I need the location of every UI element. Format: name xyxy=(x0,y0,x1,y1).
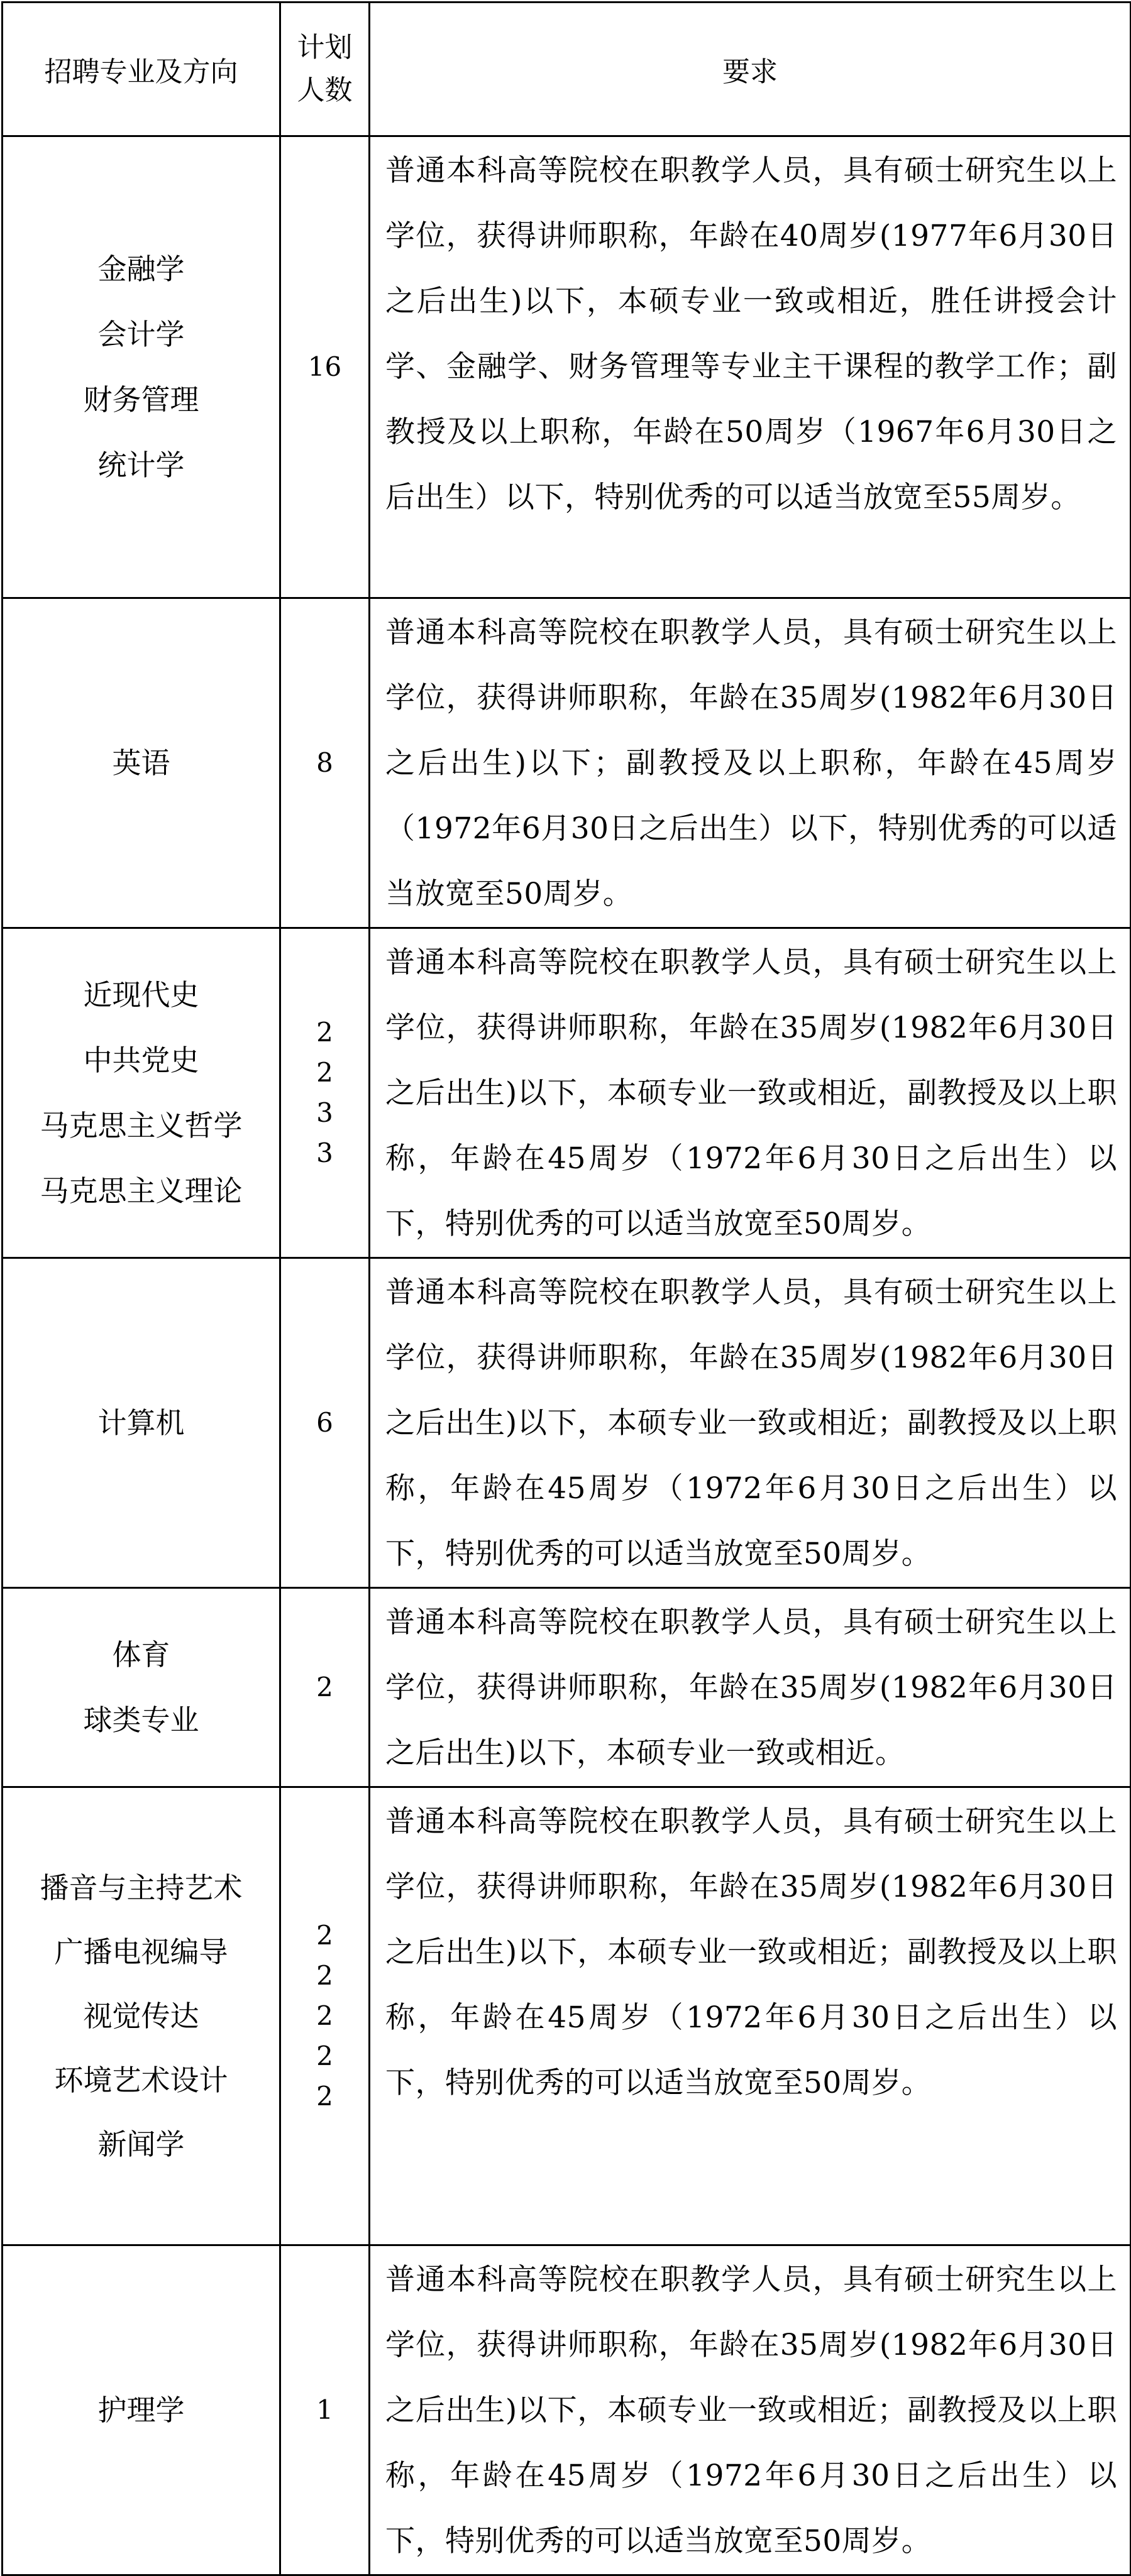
major-name: 近现代史 xyxy=(83,978,199,1012)
major-name: 中共党史 xyxy=(83,1043,199,1077)
header-major: 招聘专业及方向 xyxy=(3,3,280,136)
plan-count: 2 xyxy=(316,2041,333,2071)
major-name: 广播电视编导 xyxy=(54,1935,228,1969)
count-cell xyxy=(280,1258,370,1588)
major-name: 金融学 xyxy=(97,252,185,286)
major-name: 新闻学 xyxy=(97,2127,185,2161)
table-row xyxy=(3,1787,1131,2245)
table-row xyxy=(3,2245,1131,2575)
plan-count: 2 xyxy=(316,1672,333,1702)
major-name: 会计学 xyxy=(97,317,185,351)
major-name: 马克思主义理论 xyxy=(40,1174,243,1208)
requirement-text: 普通本科高等院校在职教学人员，具有硕士研究生以上学位，获得讲师职称，年龄在35周岁(1982年6月30日之后出生)以下，本硕专业一致或相近，副教授及以上职称，年龄在45周岁（1972年6月30日之后出生）以下，特别优秀的可以适当放宽至50周岁。 xyxy=(385,945,1117,1241)
header-count xyxy=(280,3,370,136)
major-name: 英语 xyxy=(112,746,170,780)
major-name: 视觉传达 xyxy=(83,1999,199,2033)
requirement-text: 普通本科高等院校在职教学人员，具有硕士研究生以上学位，获得讲师职称，年龄在40周岁(1977年6月30日之后出生)以下，本硕专业一致或相近，胜任讲授会计学、金融学、财务管理等专业主干课程的教学工作；副教授及以上职称，年龄在50周岁（1967年6月30日之后出生）以下，特别优秀的可以适当放宽至55周岁。 xyxy=(385,153,1117,515)
plan-count: 2 xyxy=(316,1057,333,1088)
major-name: 环境艺术设计 xyxy=(54,2063,228,2097)
requirement-cell xyxy=(370,1258,1131,1588)
plan-count: 2 xyxy=(316,2081,333,2112)
plan-count: 16 xyxy=(307,351,342,382)
count-cell xyxy=(280,1787,370,2245)
requirement-text: 普通本科高等院校在职教学人员，具有硕士研究生以上学位，获得讲师职称，年龄在35周岁(1982年6月30日之后出生)以下，本硕专业一致或相近。 xyxy=(385,1605,1117,1770)
major-name: 球类专业 xyxy=(83,1703,199,1737)
major-cell xyxy=(3,1588,280,1787)
requirement-text: 普通本科高等院校在职教学人员，具有硕士研究生以上学位，获得讲师职称，年龄在35周岁(1982年6月30日之后出生)以下，本硕专业一致或相近；副教授及以上职称，年龄在45周岁（1972年6月30日之后出生）以下，特别优秀的可以适当放宽至50周岁。 xyxy=(385,1275,1117,1571)
plan-count: 3 xyxy=(316,1097,333,1128)
recruitment-table xyxy=(1,1,1131,2576)
major-name: 马克思主义哲学 xyxy=(40,1109,243,1143)
requirement-cell xyxy=(370,598,1131,928)
plan-count: 2 xyxy=(316,2000,333,2031)
table-row xyxy=(3,928,1131,1258)
count-cell xyxy=(280,928,370,1258)
count-cell xyxy=(280,1588,370,1787)
major-cell xyxy=(3,1787,280,2245)
major-cell xyxy=(3,598,280,928)
table-header-row xyxy=(3,3,1131,136)
plan-count: 1 xyxy=(316,2394,333,2425)
header-count-line: 人数 xyxy=(297,74,353,106)
major-cell xyxy=(3,2245,280,2575)
major-name: 护理学 xyxy=(97,2393,185,2427)
table-row xyxy=(3,1258,1131,1588)
header-requirement: 要求 xyxy=(370,3,1131,136)
major-name: 统计学 xyxy=(97,448,185,482)
major-cell xyxy=(3,1258,280,1588)
plan-count: 2 xyxy=(316,1960,333,1991)
plan-count: 3 xyxy=(316,1137,333,1168)
requirement-text: 普通本科高等院校在职教学人员，具有硕士研究生以上学位，获得讲师职称，年龄在35周岁(1982年6月30日之后出生)以下，本硕专业一致或相近；副教授及以上职称，年龄在45周岁（1972年6月30日之后出生）以下，特别优秀的可以适当放宽至50周岁。 xyxy=(385,1804,1117,2100)
plan-count: 2 xyxy=(316,1920,333,1951)
count-cell xyxy=(280,136,370,598)
table-row xyxy=(3,1588,1131,1787)
header-count-line: 计划 xyxy=(297,31,353,63)
count-cell xyxy=(280,598,370,928)
major-cell xyxy=(3,136,280,598)
plan-count: 8 xyxy=(316,747,333,778)
requirement-cell xyxy=(370,1787,1131,2245)
requirement-cell xyxy=(370,928,1131,1258)
table-row xyxy=(3,598,1131,928)
count-cell xyxy=(280,2245,370,2575)
requirement-text: 普通本科高等院校在职教学人员，具有硕士研究生以上学位，获得讲师职称，年龄在35周岁(1982年6月30日之后出生)以下；副教授及以上职称，年龄在45周岁（1972年6月30日之后出生）以下，特别优秀的可以适当放宽至50周岁。 xyxy=(385,615,1117,911)
requirement-text: 普通本科高等院校在职教学人员，具有硕士研究生以上学位，获得讲师职称，年龄在35周岁(1982年6月30日之后出生)以下，本硕专业一致或相近；副教授及以上职称，年龄在45周岁（1972年6月30日之后出生）以下，特别优秀的可以适当放宽至50周岁。 xyxy=(385,2262,1117,2558)
plan-count: 6 xyxy=(316,1407,333,1438)
major-name: 财务管理 xyxy=(83,383,199,417)
major-cell xyxy=(3,928,280,1258)
plan-count: 2 xyxy=(316,1017,333,1048)
requirement-cell xyxy=(370,2245,1131,2575)
major-name: 体育 xyxy=(112,1638,170,1672)
requirement-cell xyxy=(370,136,1131,598)
requirement-cell xyxy=(370,1588,1131,1787)
major-name: 计算机 xyxy=(97,1406,185,1440)
major-name: 播音与主持艺术 xyxy=(40,1871,243,1905)
table-row xyxy=(3,136,1131,598)
